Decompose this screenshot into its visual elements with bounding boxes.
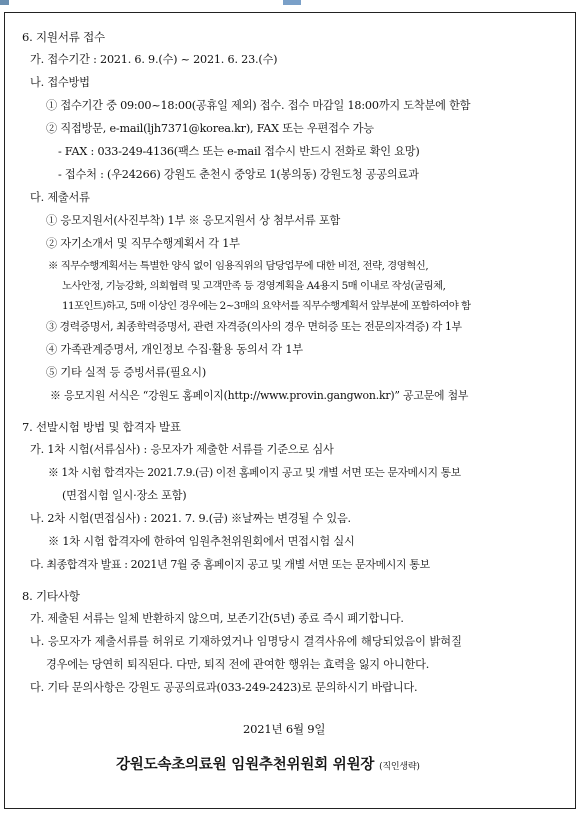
fax-info: - FAX : 033-249-4136(팩스 또는 e-mail 접수시 반드시 전화로 확인 요망): [58, 145, 420, 158]
receipt-method-1: ① 접수기간 중 09:00~18:00(공휴일 제외) 접수. 접수 마감일 18:00까지 도착분에 한함: [46, 99, 471, 112]
receipt-period: 가. 접수기간 : 2021. 6. 9.(수) ~ 2021. 6. 23.(수): [30, 53, 278, 66]
document-item-1: ① 응모지원서(사진부착) 1부 ※ 응모지원서 상 첨부서류 포함: [46, 214, 341, 227]
form-notice: ※ 응모지원 서식은 “강원도 홈페이지(http://www.provin.gangwon.kr)” 공고문에 첨부: [50, 389, 469, 402]
signature-block: [116, 758, 420, 774]
second-exam: 나. 2차 시험(면접심사) : 2021. 7. 9.(금) ※날짜는 변경될 수 있음.: [30, 512, 351, 525]
receipt-address: - 접수처 : (우24266) 강원도 춘천시 중앙로 1(봉의동) 강원도청 공공의료과: [58, 168, 419, 181]
issue-date: 2021년 6월 9일: [243, 722, 326, 736]
misc-item-1: 가. 제출된 서류는 일체 반환하지 않으며, 보존기간(5년) 종료 즉시 폐기합니다.: [30, 612, 404, 625]
signature-title: 강원도속초의료원 임원추천위원회 위원장: [116, 756, 375, 773]
final-announcement: 다. 최종합격자 발표 : 2021년 7월 중 홈페이지 공고 및 개별 서면 또는 문자메시지 통보: [30, 558, 430, 571]
plan-note-line-3: 11포인트)하고, 5매 이상인 경우에는 2~3매의 요약서를 직무수행계획서 앞부분에 포함하여야 함: [62, 300, 471, 312]
misc-item-3: 다. 기타 문의사항은 강원도 공공의료과(033-249-2423)로 문의하시기 바랍니다.: [30, 681, 418, 694]
document-item-2: ② 자기소개서 및 직무수행계획서 각 1부: [46, 237, 240, 250]
receipt-method-2: ② 직접방문, e-mail(ljh7371@korea.kr), FAX 또는 우편접수 가능: [46, 122, 374, 135]
misc-item-2-line-1: 나. 응모자가 제출서류를 허위로 기재하였거나 임명당시 결격사유에 해당되었음이 밝혀질: [30, 635, 462, 648]
document-item-4: ④ 가족관계증명서, 개인정보 수집·활용 동의서 각 1부: [46, 343, 303, 356]
document-item-5: ⑤ 기타 실적 등 증빙서류(필요시): [46, 366, 207, 379]
plan-note-line-2: 노사안정, 기능강화, 의회협력 및 고객만족 등 경영계획을 A4용지 5매 이내로 작성(굴림체,: [62, 280, 446, 292]
first-exam-note: ※ 1차 시험 합격자는 2021.7.9.(금) 이전 홈페이지 공고 및 개별 서면 또는 문자메시지 통보: [48, 466, 461, 479]
plan-note-line-1: ※ 직무수행계획서는 특별한 양식 없이 임용직위의 담당업무에 대한 비전, 전략, 경영혁신,: [48, 260, 429, 272]
section-6-heading: 6. 지원서류 접수: [22, 30, 105, 44]
seal-omitted-note: (직인생략): [379, 762, 420, 772]
first-exam-note-detail: (면접시험 일시·장소 포함): [62, 489, 187, 502]
misc-item-2-line-2: 경우에는 당연히 퇴직된다. 다만, 퇴직 전에 관여한 행위는 효력을 잃지 아니한다.: [46, 658, 430, 671]
section-8-heading: 8. 기타사항: [22, 589, 80, 603]
top-edge-marks: [0, 0, 583, 12]
second-exam-note: ※ 1차 시험 합격자에 한하여 임원추천위원회에서 면접시험 실시: [48, 535, 355, 548]
receipt-method-heading: 나. 접수방법: [30, 76, 90, 89]
section-7-heading: 7. 선발시험 방법 및 합격자 발표: [22, 420, 181, 434]
first-exam: 가. 1차 시험(서류심사) : 응모자가 제출한 서류를 기준으로 심사: [30, 443, 334, 456]
documents-heading: 다. 제출서류: [30, 191, 90, 204]
document-item-3: ③ 경력증명서, 최종학력증명서, 관련 자격증(의사의 경우 면허증 또는 전문의자격증) 각 1부: [46, 320, 462, 333]
